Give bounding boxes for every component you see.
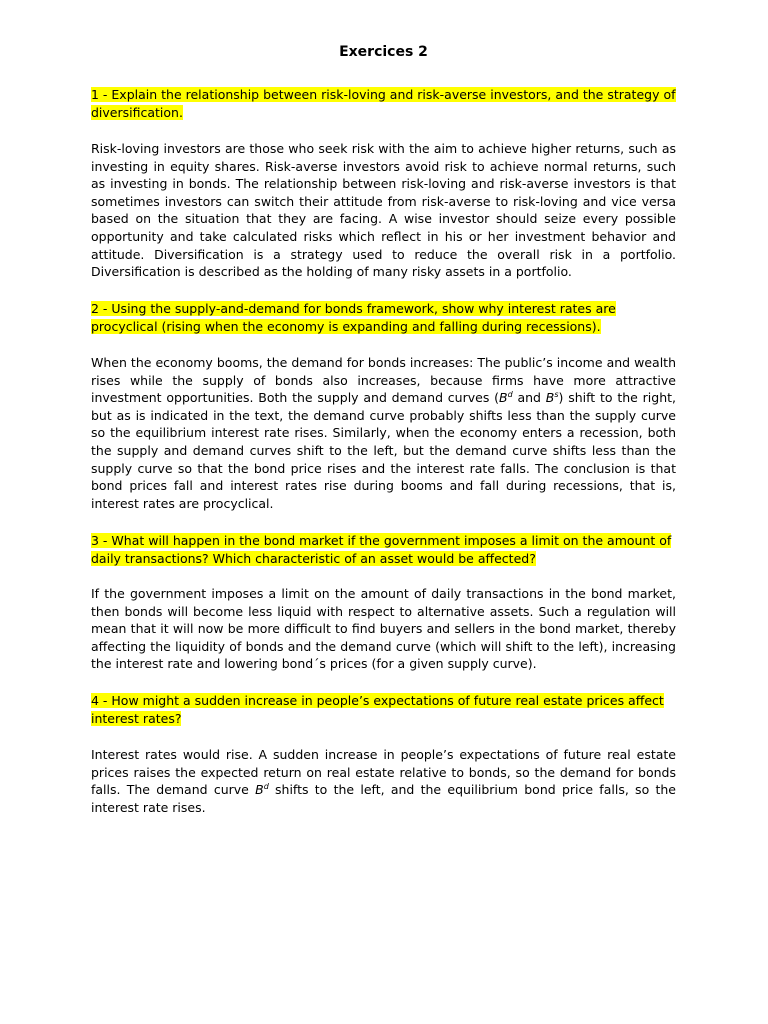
question-4-text: 4 - How might a sudden increase in people’s expectations of future real estate prices affect interest rates?: [91, 693, 664, 726]
answer-1-text: Risk-loving investors are those who seek risk with the aim to achieve higher returns, such as investing in equity shares. Risk-averse investors avoid risk to achieve normal returns, such as investing in bonds. The relationship between risk-loving and risk-averse investors is that sometimes investors can switch their attitude from risk-averse to risk-loving and vice versa based on the situation that they are facing. A wise investor should seize every possible opportunity and take calculated risks which reflect in his or her investment behavior and attitude. Diversification is a strategy used to reduce the overall risk in a portfolio. Diversification is described as the holding of many risky assets in a portfolio.: [91, 141, 676, 280]
answer-4: [91, 746, 676, 816]
answer-2-part2: ) shift to the right, but as is indicated in the text, the demand curve probably shifts less than the supply curve so the equilibrium interest rate rises. Similarly, when the economy enters a recession, both the supply and demand curves shift to the left, but the demand curve shifts less than the supply curve so that the bond price rises and the interest rate falls. The conclusion is that bond prices fall and interest rates rise during booms and fall during recessions, that is, interest rates are procyclical.: [91, 390, 676, 511]
bd-letter: B: [499, 390, 508, 406]
question-2: [91, 300, 676, 335]
answer-2-and: and: [512, 390, 546, 406]
answer-2-text: [91, 354, 676, 512]
bs-superscript: s: [554, 390, 559, 400]
question-2-text: 2 - Using the supply-and-demand for bonds framework, show why interest rates are procyclical (rising when the economy is expanding and falling during recessions).: [91, 301, 616, 334]
question-3: [91, 532, 676, 567]
answer-2: [91, 354, 676, 512]
answer-1: [91, 140, 676, 281]
answer-4-part2: shifts to the left, and the equilibrium bond price falls, so the interest rate rises.: [91, 782, 676, 815]
question-3-text: 3 - What will happen in the bond market if the government imposes a limit on the amount of daily transactions? Which characteristic of an asset would be affected?: [91, 533, 672, 566]
page-title: Exercices 2: [339, 44, 428, 60]
answer-3: [91, 585, 676, 673]
bd-superscript: d: [263, 782, 269, 792]
bd-letter: B: [255, 782, 264, 798]
question-4: [91, 692, 676, 727]
bd-superscript: d: [507, 390, 513, 400]
question-1: [91, 86, 676, 121]
answer-2-part1: When the economy booms, the demand for bonds increases: The public’s income and wealth rises while the supply of bonds also increases, because firms have more attractive investment opportunities. Both the supply and demand curves (: [91, 355, 676, 406]
answer-4-text: [91, 746, 676, 816]
bs-letter: B: [545, 390, 555, 406]
question-1-text: 1 - Explain the relationship between risk-loving and risk-averse investors, and the strategy of diversification.: [91, 87, 676, 120]
answer-4-part1: Interest rates would rise. A sudden increase in people’s expectations of future real estate prices raises the expected return on real estate relative to bonds, so the demand for bonds falls. The demand curve: [91, 747, 676, 798]
answer-3-text: If the government imposes a limit on the amount of daily transactions in the bond market, then bonds will become less liquid with respect to alternative assets. Such a regulation will mean that it will now be more difficult to find buyers and sellers in the bond market, thereby affecting the liquidity of bonds and the demand curve (which will shift to the left), increasing the interest rate and lowering bond´s prices (for a given supply curve).: [91, 586, 676, 672]
